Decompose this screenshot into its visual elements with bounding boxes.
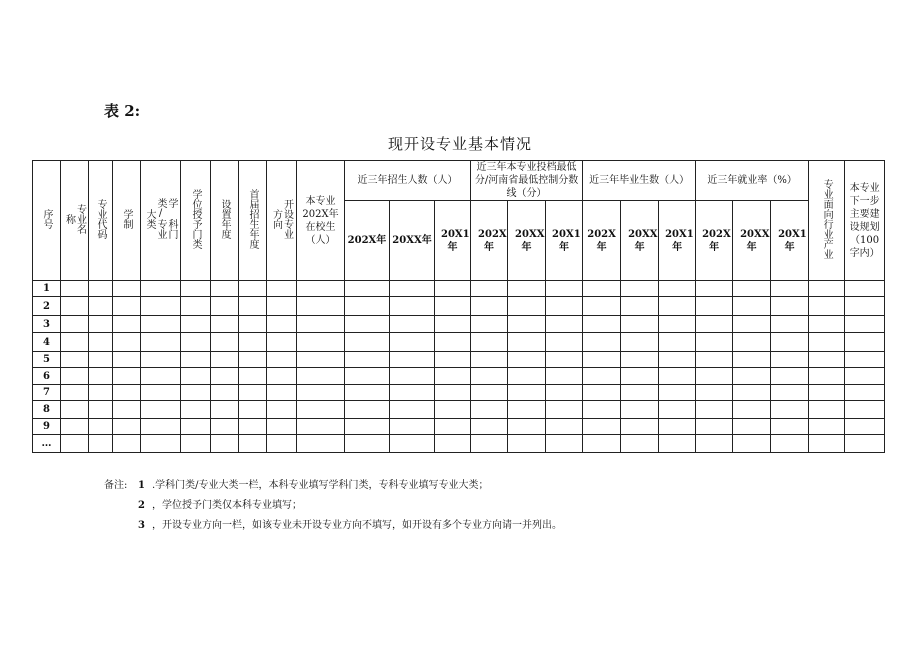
header-admission-score: 近三年本专业投档最低分/河南省最低控制分数线（分）	[471, 161, 583, 201]
table-cell[interactable]	[113, 316, 141, 333]
table-cell[interactable]	[659, 316, 696, 333]
table-cell[interactable]	[113, 401, 141, 419]
table-cell[interactable]	[546, 419, 583, 435]
table-cell[interactable]	[390, 281, 435, 297]
table-cell[interactable]	[621, 419, 659, 435]
table-cell[interactable]	[297, 385, 345, 401]
table-cell[interactable]	[508, 333, 546, 352]
table-cell[interactable]	[621, 333, 659, 352]
table-cell[interactable]	[508, 419, 546, 435]
table-cell[interactable]	[345, 368, 390, 385]
table-cell[interactable]	[113, 333, 141, 352]
table-cell[interactable]	[141, 368, 181, 385]
table-cell[interactable]	[621, 316, 659, 333]
table-cell[interactable]	[61, 435, 89, 453]
table-cell[interactable]	[61, 297, 89, 316]
table-cell[interactable]	[546, 352, 583, 368]
table-cell[interactable]	[583, 281, 621, 297]
table-cell[interactable]	[141, 333, 181, 352]
table-cell[interactable]	[546, 435, 583, 453]
table-cell[interactable]	[297, 316, 345, 333]
header-duration: 学制	[113, 161, 141, 281]
table-row	[33, 316, 885, 333]
row-index: 8	[33, 401, 61, 419]
table-cell[interactable]	[845, 419, 885, 435]
table-cell[interactable]	[471, 419, 508, 435]
table-cell[interactable]	[471, 297, 508, 316]
table-cell[interactable]	[89, 385, 113, 401]
header-degree-category: 学位授予门类	[181, 161, 211, 281]
header-enrollment: 近三年招生人数（人）	[345, 161, 471, 201]
table-cell[interactable]	[546, 385, 583, 401]
table-cell[interactable]	[239, 401, 267, 419]
table-cell[interactable]	[345, 435, 390, 453]
employment-year-3: 20X1年	[771, 201, 809, 281]
table-cell[interactable]	[141, 281, 181, 297]
table-cell[interactable]	[771, 401, 809, 419]
row-index: 5	[33, 352, 61, 368]
table-cell[interactable]	[845, 401, 885, 419]
table-cell[interactable]	[61, 368, 89, 385]
table-cell[interactable]	[345, 333, 390, 352]
table-cell[interactable]	[771, 297, 809, 316]
table-cell[interactable]	[141, 316, 181, 333]
table-row	[33, 368, 885, 385]
row-index: …	[33, 435, 61, 453]
table-cell[interactable]	[583, 419, 621, 435]
table-cell[interactable]	[113, 435, 141, 453]
table-cell[interactable]	[89, 401, 113, 419]
table-cell[interactable]	[771, 316, 809, 333]
table-cell[interactable]	[181, 368, 211, 385]
table-cell[interactable]	[297, 352, 345, 368]
table-cell[interactable]	[845, 352, 885, 368]
table-cell[interactable]	[845, 316, 885, 333]
table-cell[interactable]	[471, 281, 508, 297]
table-cell[interactable]	[583, 297, 621, 316]
table-cell[interactable]	[435, 419, 471, 435]
table-cell[interactable]	[181, 401, 211, 419]
table-cell[interactable]	[89, 281, 113, 297]
table-cell[interactable]	[809, 281, 845, 297]
table-cell[interactable]	[583, 368, 621, 385]
employment-year-2: 20XX年	[733, 201, 771, 281]
header-seq: 序号	[33, 161, 61, 281]
table-cell[interactable]	[239, 385, 267, 401]
table-cell[interactable]	[89, 333, 113, 352]
table-cell[interactable]	[297, 333, 345, 352]
table-cell[interactable]	[696, 401, 733, 419]
enrollment-year-3: 20X1年	[435, 201, 471, 281]
table-cell[interactable]	[621, 297, 659, 316]
table-cell[interactable]	[583, 385, 621, 401]
row-index: 9	[33, 419, 61, 435]
table-cell[interactable]	[211, 333, 239, 352]
table-cell[interactable]	[508, 352, 546, 368]
major-info-table	[32, 160, 885, 453]
table-cell[interactable]	[583, 401, 621, 419]
table-cell[interactable]	[845, 333, 885, 352]
table-cell[interactable]	[771, 352, 809, 368]
table-row	[33, 352, 885, 368]
row-index: 4	[33, 333, 61, 352]
table-cell[interactable]	[267, 352, 297, 368]
enrollment-year-1: 202X年	[345, 201, 390, 281]
table-cell[interactable]	[89, 419, 113, 435]
table-cell[interactable]	[508, 435, 546, 453]
table-cell[interactable]	[239, 435, 267, 453]
table-cell[interactable]	[435, 352, 471, 368]
row-index: 6	[33, 368, 61, 385]
header-major-code: 专业代码	[89, 161, 113, 281]
table-cell[interactable]	[845, 385, 885, 401]
table-cell[interactable]	[696, 385, 733, 401]
table-cell[interactable]	[239, 352, 267, 368]
table-cell[interactable]	[181, 281, 211, 297]
table-cell[interactable]	[546, 401, 583, 419]
header-year-established: 设置年度	[211, 161, 239, 281]
table-cell[interactable]	[435, 368, 471, 385]
table-row	[33, 401, 885, 419]
table-cell[interactable]	[345, 297, 390, 316]
table-cell[interactable]	[659, 333, 696, 352]
table-cell[interactable]	[181, 297, 211, 316]
table-cell[interactable]	[61, 385, 89, 401]
table-cell[interactable]	[435, 316, 471, 333]
table-cell[interactable]	[345, 352, 390, 368]
header-graduates: 近三年毕业生数（人）	[583, 161, 696, 201]
table-cell[interactable]	[61, 281, 89, 297]
table-cell[interactable]	[267, 419, 297, 435]
table-cell[interactable]	[733, 281, 771, 297]
table-cell[interactable]	[211, 401, 239, 419]
table-cell[interactable]	[435, 281, 471, 297]
row-index: 3	[33, 316, 61, 333]
table-cell[interactable]	[733, 333, 771, 352]
table-cell[interactable]	[239, 333, 267, 352]
table-cell[interactable]	[181, 352, 211, 368]
table-cell[interactable]	[141, 419, 181, 435]
row-index: 7	[33, 385, 61, 401]
table-cell[interactable]	[733, 435, 771, 453]
table-row	[33, 419, 885, 435]
table-cell[interactable]	[809, 297, 845, 316]
table-row	[33, 297, 885, 316]
table-cell[interactable]	[771, 333, 809, 352]
table-cell[interactable]	[733, 352, 771, 368]
table-cell[interactable]	[141, 352, 181, 368]
table-cell[interactable]	[435, 297, 471, 316]
table-cell[interactable]	[508, 385, 546, 401]
table-cell[interactable]	[845, 435, 885, 453]
graduates-year-1: 202X年	[583, 201, 621, 281]
table-cell[interactable]	[435, 435, 471, 453]
table-cell[interactable]	[621, 352, 659, 368]
graduates-year-2: 20XX年	[621, 201, 659, 281]
table-cell[interactable]	[583, 316, 621, 333]
table-cell[interactable]	[297, 297, 345, 316]
table-cell[interactable]	[141, 297, 181, 316]
table-cell[interactable]	[345, 419, 390, 435]
table-cell[interactable]	[696, 333, 733, 352]
table-cell[interactable]	[390, 401, 435, 419]
graduates-year-3: 20X1年	[659, 201, 696, 281]
table-cell[interactable]	[345, 401, 390, 419]
table-cell[interactable]	[546, 368, 583, 385]
table-cell[interactable]	[696, 368, 733, 385]
table-cell[interactable]	[621, 401, 659, 419]
table-cell[interactable]	[267, 316, 297, 333]
table-cell[interactable]	[113, 281, 141, 297]
enrollment-year-2: 20XX年	[390, 201, 435, 281]
table-cell[interactable]	[61, 316, 89, 333]
table-row	[33, 385, 885, 401]
table-cell[interactable]	[267, 435, 297, 453]
table-cell[interactable]	[181, 385, 211, 401]
table-cell[interactable]	[211, 316, 239, 333]
table-cell[interactable]	[239, 368, 267, 385]
table-cell[interactable]	[141, 401, 181, 419]
table-cell[interactable]	[471, 316, 508, 333]
table-cell[interactable]	[181, 419, 211, 435]
table-cell[interactable]	[771, 435, 809, 453]
header-industry: 专业面向行业产业	[809, 161, 845, 281]
table-cell[interactable]	[621, 385, 659, 401]
table-cell[interactable]	[621, 435, 659, 453]
table-cell[interactable]	[809, 435, 845, 453]
table-cell[interactable]	[583, 333, 621, 352]
table-cell[interactable]	[211, 281, 239, 297]
table-cell[interactable]	[733, 419, 771, 435]
table-cell[interactable]	[89, 435, 113, 453]
row-index: 1	[33, 281, 61, 297]
table-cell[interactable]	[297, 401, 345, 419]
table-cell[interactable]	[809, 401, 845, 419]
table-cell[interactable]	[546, 281, 583, 297]
table-cell[interactable]	[267, 297, 297, 316]
table-cell[interactable]	[61, 352, 89, 368]
table-cell[interactable]	[89, 352, 113, 368]
table-cell[interactable]	[508, 401, 546, 419]
table-cell[interactable]	[621, 368, 659, 385]
table-cell[interactable]	[471, 368, 508, 385]
table-cell[interactable]	[809, 419, 845, 435]
table-cell[interactable]	[181, 435, 211, 453]
notes-label: 备注:	[104, 480, 128, 491]
table-cell[interactable]	[89, 297, 113, 316]
table-cell[interactable]	[345, 316, 390, 333]
table-cell[interactable]	[113, 368, 141, 385]
table-row	[33, 281, 885, 297]
table-cell[interactable]	[809, 352, 845, 368]
table-cell[interactable]	[390, 368, 435, 385]
table-cell[interactable]	[659, 281, 696, 297]
table-cell[interactable]	[733, 316, 771, 333]
table-cell[interactable]	[267, 385, 297, 401]
table-cell[interactable]	[113, 297, 141, 316]
table-cell[interactable]	[471, 352, 508, 368]
table-cell[interactable]	[297, 419, 345, 435]
table-row	[33, 333, 885, 352]
table-cell[interactable]	[390, 385, 435, 401]
table-cell[interactable]	[809, 333, 845, 352]
table-cell[interactable]	[659, 401, 696, 419]
table-cell[interactable]	[733, 297, 771, 316]
table-cell[interactable]	[696, 297, 733, 316]
table-cell[interactable]	[809, 368, 845, 385]
table-cell[interactable]	[659, 368, 696, 385]
table-cell[interactable]	[696, 435, 733, 453]
table-cell[interactable]	[89, 368, 113, 385]
table-cell[interactable]	[546, 333, 583, 352]
table-cell[interactable]	[546, 316, 583, 333]
table-cell[interactable]	[471, 385, 508, 401]
header-major-name: 专业名称	[61, 161, 89, 281]
header-directions: 开设专业方向	[267, 161, 297, 281]
table-cell[interactable]	[267, 368, 297, 385]
table-cell[interactable]	[659, 385, 696, 401]
table-cell[interactable]	[471, 435, 508, 453]
header-current-students: 本专业202X年在校生（人）	[297, 161, 345, 281]
table-cell[interactable]	[809, 385, 845, 401]
table-cell[interactable]	[733, 401, 771, 419]
header-employment: 近三年就业率（%）	[696, 161, 809, 201]
table-cell[interactable]	[345, 385, 390, 401]
table-cell[interactable]	[267, 333, 297, 352]
table-cell[interactable]	[113, 419, 141, 435]
table-cell[interactable]	[659, 352, 696, 368]
table-cell[interactable]	[435, 385, 471, 401]
table-row	[33, 435, 885, 453]
table-cell[interactable]	[435, 401, 471, 419]
table-cell[interactable]	[696, 281, 733, 297]
table-cell[interactable]	[546, 297, 583, 316]
table-cell[interactable]	[696, 316, 733, 333]
score-year-3: 20X1年	[546, 201, 583, 281]
table-cell[interactable]	[239, 297, 267, 316]
table-cell[interactable]	[845, 297, 885, 316]
table-cell[interactable]	[771, 368, 809, 385]
table-cell[interactable]	[297, 281, 345, 297]
table-cell[interactable]	[583, 435, 621, 453]
table-cell[interactable]	[659, 435, 696, 453]
table-cell[interactable]	[733, 385, 771, 401]
table-cell[interactable]	[390, 316, 435, 333]
header-first-enroll-year: 首届招生年度	[239, 161, 267, 281]
table-cell[interactable]	[508, 316, 546, 333]
table-cell[interactable]	[508, 297, 546, 316]
table-cell[interactable]	[771, 281, 809, 297]
table-cell[interactable]	[390, 297, 435, 316]
row-index: 2	[33, 297, 61, 316]
table-cell[interactable]	[211, 352, 239, 368]
table-cell[interactable]	[61, 419, 89, 435]
header-plan: 本专业下一步主要建设规划（100字内）	[845, 161, 885, 281]
table-cell[interactable]	[508, 281, 546, 297]
table-cell[interactable]	[239, 419, 267, 435]
table-cell[interactable]	[845, 281, 885, 297]
table-cell[interactable]	[181, 333, 211, 352]
table-cell[interactable]	[113, 385, 141, 401]
table-cell[interactable]	[89, 316, 113, 333]
table-cell[interactable]	[508, 368, 546, 385]
score-year-1: 202X年	[471, 201, 508, 281]
table-cell[interactable]	[181, 316, 211, 333]
table-cell[interactable]	[267, 281, 297, 297]
page-title: 现开设专业基本情况	[387, 135, 532, 153]
table-cell[interactable]	[845, 368, 885, 385]
table-cell[interactable]	[141, 435, 181, 453]
table-cell[interactable]	[390, 352, 435, 368]
table-cell[interactable]	[390, 435, 435, 453]
table-cell[interactable]	[771, 419, 809, 435]
table-cell[interactable]	[211, 419, 239, 435]
table-cell[interactable]	[435, 333, 471, 352]
table-cell[interactable]	[267, 401, 297, 419]
table-cell[interactable]	[696, 419, 733, 435]
table-cell[interactable]	[239, 316, 267, 333]
table-cell[interactable]	[809, 316, 845, 333]
table-cell[interactable]	[345, 281, 390, 297]
table-cell[interactable]	[239, 281, 267, 297]
table-cell[interactable]	[211, 385, 239, 401]
table-cell[interactable]	[61, 333, 89, 352]
table-cell[interactable]	[733, 368, 771, 385]
score-year-2: 20XX年	[508, 201, 546, 281]
table-cell[interactable]	[211, 297, 239, 316]
table-cell[interactable]	[696, 352, 733, 368]
table-cell[interactable]	[141, 385, 181, 401]
table-cell[interactable]	[471, 401, 508, 419]
table-cell[interactable]	[211, 435, 239, 453]
table-cell[interactable]	[390, 333, 435, 352]
table-cell[interactable]	[583, 352, 621, 368]
table-label: 表 2:	[104, 102, 141, 120]
table-cell[interactable]	[297, 435, 345, 453]
table-cell[interactable]	[659, 297, 696, 316]
table-cell[interactable]	[621, 281, 659, 297]
table-cell[interactable]	[659, 419, 696, 435]
table-cell[interactable]	[390, 419, 435, 435]
table-cell[interactable]	[113, 352, 141, 368]
table-cell[interactable]	[771, 385, 809, 401]
table-cell[interactable]	[61, 401, 89, 419]
employment-year-1: 202X年	[696, 201, 733, 281]
table-cell[interactable]	[471, 333, 508, 352]
header-category: 学 科门类/专业大类	[141, 161, 181, 281]
table-cell[interactable]	[211, 368, 239, 385]
table-cell[interactable]	[297, 368, 345, 385]
